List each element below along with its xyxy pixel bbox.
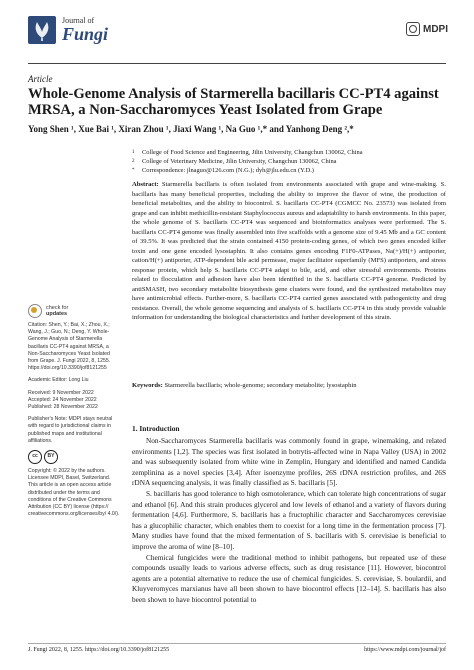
affiliation-text: College of Veterinary Medicine, Jilin University, Changchun 130062, China (142, 158, 337, 165)
updates-line1: check for (46, 304, 69, 311)
affiliations (132, 148, 446, 175)
affiliation-item (132, 157, 446, 166)
cc-icon: cc (28, 450, 42, 464)
check-updates-button[interactable] (28, 304, 120, 318)
copyright: Copyright: © 2022 by the authors. Licensee MDPI, Basel, Switzerland. This article is an open access article distributed under the terms and conditions of the Creative Commons Attribution (CC BY) license (https:// creativecommons.org/licenses/by/ 4.0/). (28, 468, 120, 518)
publisher-name: MDPI (423, 23, 448, 35)
correspondence-text[interactable]: Correspondence: jlnaguo@126.com (N.G.); dyh@jlu.edu.cn (Y.D.) (142, 167, 314, 174)
academic-editor: Academic Editor: Long Liu (28, 377, 89, 384)
affiliation-mark: 2 (132, 159, 135, 164)
paragraph: Non-Saccharomyces Starmerella bacillaris was commonly found in grape, winemaking, and related environments [1,2]. The species was first isolated in botrytis-affected wine in Napa Valley (USA) in 2002 and was subsequently isolated from white wine in Zemplin, Hungary and identified and named Candida zemplinina as a novel species [3,4]. After isoenzyme profiles, 26S rDNA restriction profiles, and 26S rDNA sequencing analysis, it was finally classified as S. bacillaris [5]. (132, 436, 446, 488)
published-date: Published: 28 November 2022 (28, 404, 98, 411)
article-title: Whole-Genome Analysis of Starmerella bacillaris CC-PT4 against MRSA, a Non-Saccharomyces Yeast Isolated from Grape (28, 86, 439, 118)
affiliation-item (132, 166, 446, 175)
abstract-label: Abstract: (132, 181, 159, 188)
received-date: Received: 9 November 2022 (28, 389, 94, 396)
cc-license-badge[interactable] (28, 450, 120, 464)
article-sidebar (28, 304, 120, 523)
author-list: Yong Shen ¹, Xue Bai ¹, Xiran Zhou ¹, Jiaxi Wang ¹, Na Guo ¹,* and Yanhong Deng ²,* (28, 124, 354, 134)
journal-header (28, 14, 448, 60)
accepted-date: Accepted: 24 November 2022 (28, 396, 97, 403)
updates-line2: updates (46, 311, 68, 317)
by-icon: BY (44, 450, 58, 464)
affiliation-mark: 1 (132, 150, 135, 155)
journal-logo-icon (28, 16, 56, 44)
introduction-body (132, 436, 446, 606)
journal-name: Fungi (62, 24, 109, 44)
header-divider (28, 63, 446, 64)
abstract (132, 180, 446, 323)
section-heading: 1. Introduction (132, 424, 180, 433)
keywords-text: Starmerella bacillaris; whole-genome; secondary metabolite; lysostaphin (164, 382, 357, 389)
publisher-logo[interactable] (406, 22, 448, 36)
abstract-text: Starmerella bacillaris is often isolated from environments associated with grape and wine-making. S. bacillaris has many beneficial properties, including the ability to improve the flavor of wine, the production of beneficial metabolites, and the ability to biocontrol. S. bacillaris CC-PT4 (CGMCC No. 23573) was isolated from grape and can inhibit methicillin-resistant Staphylococcus aureus and adaptability to harsh environments. In this paper, the whole genome of S. bacillaris CC-PT4 was sequenced and bioinformatics analyses were performed. The S. bacillaris CC-PT4 genome was finally assembled into five scaffolds with a genome size of 9.45 Mb and a GC content of 39.5%. It was predicted that the strain contained 4150 protein-coding genes, of which two genes encoded killer toxin and one gene encoded lysostaphin. It also contains genes encoding F1F0-ATPases, Na(+)/H(+) antiporter, cation/H(+) antiporter, ATP-dependent bile acid permease, major facilitator superfamily (MFS) antiporters, and stress response protein, which help S. bacillaris CC-PT4 adapt to bile, acid, and other stressful environments. Proteins related to flocculation and adhesion have also been identified in the S. bacillaris CC-PT4 genome. Predicted by antiSMASH, two secondary metabolite biosynthesis gene clusters were found, and the synthesized metabolites may have antimicrobial effects. Further-more, S. bacillaris CC-PT4 carried genes associated with pathogenicity and drug resistance. Overall, the whole genome sequencing and analysis of S. bacillaris CC-PT4 in this study provide valuable information for understanding the biological characteristics and further development of this strain. (132, 181, 446, 321)
footer-journal-link[interactable]: https://www.mdpi.com/journal/jof (364, 647, 446, 653)
footer-doi[interactable]: J. Fungi 2022, 8, 1255. https://doi.org/10.3390/jof8121255 (28, 647, 170, 653)
affiliation-mark: * (132, 168, 135, 173)
affiliation-item (132, 148, 446, 157)
check-updates-icon (28, 304, 42, 318)
paragraph: Chemical fungicides were the traditional method to inhibit pathogens, but repeated use of these compounds usually leads to various adverse effects, such as drug resistance [11]. However, biocontrol agents are a potential alternative to reduce the use of chemical fungicides. S. cerevisiae, S. boulardii, and Kluyveromyces marxianus have all been shown to have biocontrol effects [12–14]. S. bacillaris has also been shown to have biocontrol potential to (132, 552, 446, 604)
article-type: Article (28, 74, 53, 84)
footer-divider (28, 643, 446, 644)
citation[interactable]: Citation: Shen, Y.; Bai, X.; Zhou, X.; Wang, J.; Guo, N.; Deng, Y. Whole-Genome Analysis of Starmerella bacillaris CC-PT4 against MRSA, a Non-Saccharomyces Yeast Isolated from Grape. J. Fungi 2022, 8, 1255. https://doi.org/10.3390/jof8121255 (28, 322, 111, 372)
keywords-label: Keywords: (132, 382, 163, 389)
keywords (132, 382, 446, 389)
paragraph: S. bacillaris has good tolerance to high osmotolerance, which can tolerate high concentrations of sugar and ethanol [6]. And this strain produces glycerol and low levels of ethanol and a variety of flavors during fermentation [4,6]. Furthermore, S. bacillaris has a fructophilic character and Saccharomyces cerevisiae has a glucophilic character, which enables them to coexist for a long time in the fermentation process [7]. Many studies have found that the mixed fermentation of S. bacillaris with S. cerevisiae is beneficial to improve the aroma of wine [8–10]. (132, 488, 446, 551)
dates (28, 390, 120, 412)
mdpi-icon (406, 22, 420, 36)
affiliation-text: College of Food Science and Engineering, Jilin University, Changchun 130062, China (142, 149, 363, 156)
journal-prefix: Journal of (62, 16, 95, 25)
publisher-note: Publisher's Note: MDPI stays neutral with regard to jurisdictional claims in published maps and institutional affiliations. (28, 416, 113, 444)
